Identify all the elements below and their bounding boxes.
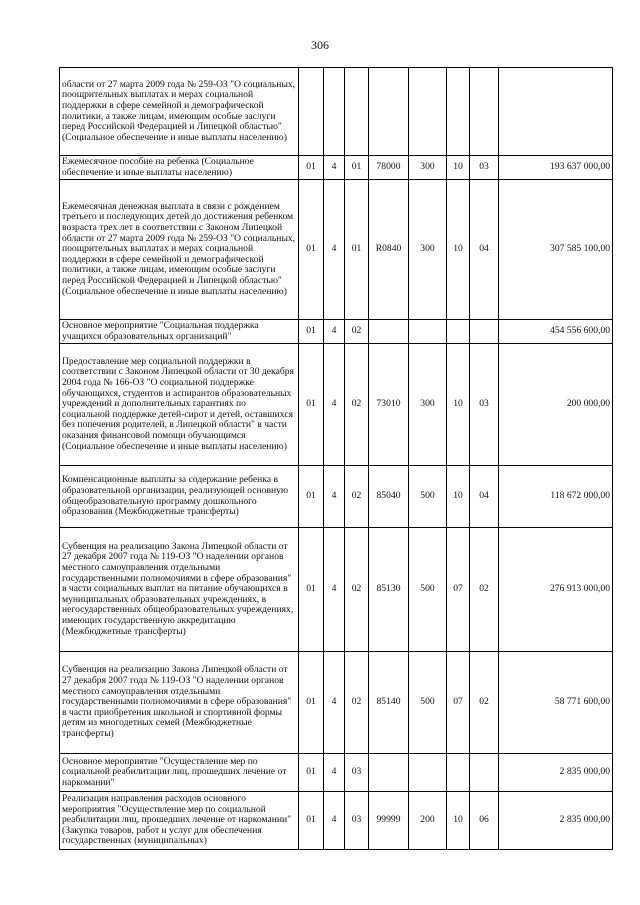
subsection-code: 03 [470, 156, 499, 180]
section-code: 10 [447, 156, 470, 180]
direction-code [369, 754, 409, 792]
table-row [60, 156, 613, 180]
program-code: 01 [299, 528, 324, 652]
program-code: 01 [299, 156, 324, 180]
section-code: 07 [447, 528, 470, 652]
subsection-code: 02 [470, 652, 499, 754]
expense-type-code: 300 [409, 344, 447, 466]
event-code: 02 [345, 344, 369, 466]
row-description: Субвенция на реализацию Закона Липецкой области от 27 декабря 2007 года № 119-ОЗ "О наделении органов местного самоуправления отдельными государственными полномочиями в сфере образования" в части приобретения школьной и спортивной формы детям из многодетных семей (Межбюджетные трансферты) [60, 652, 299, 754]
table-row [60, 68, 613, 156]
event-code: 03 [345, 792, 369, 850]
subprogram-code: 4 [324, 528, 345, 652]
event-code [345, 68, 369, 156]
direction-code: 99999 [369, 792, 409, 850]
amount: 2 835 000,00 [499, 754, 613, 792]
table-row [60, 528, 613, 652]
direction-code: 85040 [369, 466, 409, 528]
subprogram-code: 4 [324, 320, 345, 344]
amount: 276 913 000,00 [499, 528, 613, 652]
expense-type-code: 300 [409, 156, 447, 180]
subsection-code: 02 [470, 528, 499, 652]
direction-code [369, 320, 409, 344]
amount: 454 556 600,00 [499, 320, 613, 344]
section-code [447, 68, 470, 156]
event-code: 02 [345, 466, 369, 528]
direction-code: 85140 [369, 652, 409, 754]
event-code: 02 [345, 528, 369, 652]
program-code: 01 [299, 320, 324, 344]
subsection-code: 04 [470, 180, 499, 320]
section-code: 10 [447, 180, 470, 320]
program-code: 01 [299, 344, 324, 466]
budget-table [59, 67, 613, 850]
expense-type-code: 500 [409, 652, 447, 754]
direction-code: 85130 [369, 528, 409, 652]
section-code: 07 [447, 652, 470, 754]
amount: 193 637 000,00 [499, 156, 613, 180]
table-row [60, 320, 613, 344]
amount [499, 68, 613, 156]
expense-type-code: 500 [409, 528, 447, 652]
amount: 118 672 000,00 [499, 466, 613, 528]
subprogram-code: 4 [324, 754, 345, 792]
event-code: 02 [345, 652, 369, 754]
amount: 307 585 100,00 [499, 180, 613, 320]
expense-type-code: 300 [409, 180, 447, 320]
expense-type-code [409, 754, 447, 792]
subsection-code: 04 [470, 466, 499, 528]
table-row [60, 466, 613, 528]
section-code: 10 [447, 466, 470, 528]
event-code: 03 [345, 754, 369, 792]
expense-type-code [409, 320, 447, 344]
table-row [60, 180, 613, 320]
row-description: Основное мероприятие "Социальная поддержка учащихся образовательных организаций" [60, 320, 299, 344]
subsection-code [470, 68, 499, 156]
program-code: 01 [299, 180, 324, 320]
page-number: 306 [311, 38, 329, 52]
expense-type-code [409, 68, 447, 156]
event-code: 01 [345, 180, 369, 320]
row-description: Ежемесячная денежная выплата в связи с рождением третьего и последующих детей до достижения ребенком возраста трех лет в соответствии с Законом Липецкой области от 27 марта 2009 года № 259-ОЗ "О социальных, поощрительных выплатах и мерах социальной поддержки в сфере семейной и демографической политики, а также лицам, имеющим особые заслуги перед Российской Федерацией и Липецкой областью" (Социальное обеспечение и иные выплаты населению) [60, 180, 299, 320]
expense-type-code: 500 [409, 466, 447, 528]
direction-code: R0840 [369, 180, 409, 320]
direction-code: 73010 [369, 344, 409, 466]
row-description: области от 27 марта 2009 года № 259-ОЗ "О социальных, поощрительных выплатах и мерах социальной поддержки в сфере семейной и демографической политики, а также лицам, имеющим особые заслуги перед Российской Федерацией и Липецкой областью" (Социальное обеспечение и иные выплаты населению) [60, 68, 299, 156]
subsection-code [470, 320, 499, 344]
direction-code [369, 68, 409, 156]
subprogram-code: 4 [324, 180, 345, 320]
program-code: 01 [299, 466, 324, 528]
subsection-code: 06 [470, 792, 499, 850]
section-code [447, 754, 470, 792]
row-description: Основное мероприятие "Осуществление мер по социальной реабилитации лиц, прошедших лечение от наркомании" [60, 754, 299, 792]
table-row [60, 792, 613, 850]
table-body [60, 68, 613, 850]
subprogram-code: 4 [324, 156, 345, 180]
event-code: 01 [345, 156, 369, 180]
row-description: Компенсационные выплаты за содержание ребенка в образовательной организации, реализующей основную общеобразовательную программу дошкольного образования (Межбюджетные трансферты) [60, 466, 299, 528]
expense-type-code: 200 [409, 792, 447, 850]
direction-code: 78000 [369, 156, 409, 180]
subprogram-code: 4 [324, 652, 345, 754]
program-code [299, 68, 324, 156]
event-code: 02 [345, 320, 369, 344]
row-description: Ежемесячное пособие на ребенка (Социальное обеспечение и иные выплаты населению) [60, 156, 299, 180]
subprogram-code: 4 [324, 344, 345, 466]
subsection-code: 03 [470, 344, 499, 466]
row-description: Предоставление мер социальной поддержки в соответствии с Законом Липецкой области от 30 декабря 2004 года № 166-ОЗ "О социальной поддержке обучающихся, студентов и аспирантов образовательных учреждений и дополнительных гарантиях по социальной поддержке детей-сирот и детей, оставшихся без попечения родителей, в Липецкой области" в части оказания финансовой помощи обучающимся (Социальное обеспечение и иные выплаты населению) [60, 344, 299, 466]
program-code: 01 [299, 754, 324, 792]
subprogram-code: 4 [324, 466, 345, 528]
program-code: 01 [299, 652, 324, 754]
table-row [60, 652, 613, 754]
subprogram-code [324, 68, 345, 156]
amount: 200 000,00 [499, 344, 613, 466]
row-description: Субвенция на реализацию Закона Липецкой области от 27 декабря 2007 года № 119-ОЗ "О наделении органов местного самоуправления отдельными государственными полномочиями в сфере образования" в части социальных выплат на питание обучающихся в муниципальных образовательных учреждениях, в негосударственных общеобразовательных учреждениях, имеющих государственную аккредитацию (Межбюджетные трансферты) [60, 528, 299, 652]
amount: 2 835 000,00 [499, 792, 613, 850]
row-description: Реализация направления расходов основного мероприятия "Осуществление мер по социальной реабилитации лиц, прошедших лечение от наркомании" (Закупка товаров, работ и услуг для обеспечения государственных (муниципальных) [60, 792, 299, 850]
subprogram-code: 4 [324, 792, 345, 850]
section-code: 10 [447, 792, 470, 850]
section-code [447, 320, 470, 344]
program-code: 01 [299, 792, 324, 850]
section-code: 10 [447, 344, 470, 466]
table-row [60, 754, 613, 792]
table-row [60, 344, 613, 466]
subsection-code [470, 754, 499, 792]
amount: 58 771 600,00 [499, 652, 613, 754]
